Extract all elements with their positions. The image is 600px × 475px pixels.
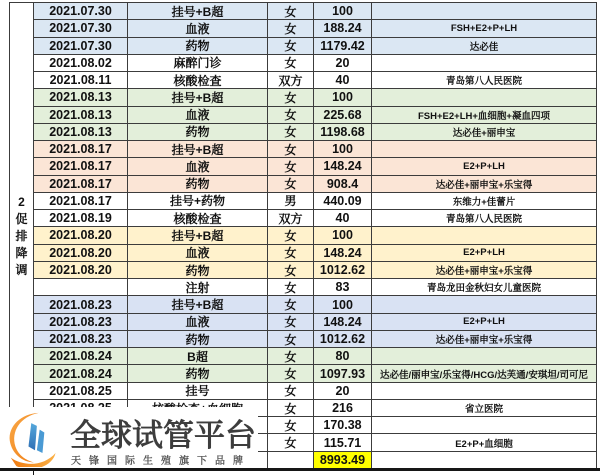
cell-item[interactable]: 血液 xyxy=(128,245,268,262)
cell-amount[interactable]: 80 xyxy=(314,348,372,365)
cell-person[interactable]: 女 xyxy=(268,38,314,55)
cell-person[interactable]: 女 xyxy=(268,279,314,296)
cell-note[interactable]: E2+P+LH xyxy=(372,158,597,175)
brand-logo-icon xyxy=(6,411,64,467)
cell-date[interactable] xyxy=(34,279,128,296)
cell-date[interactable]: 2021.07.30 xyxy=(34,20,128,37)
cell-note[interactable]: 达必佳+丽申宝 xyxy=(372,124,597,141)
cell-person[interactable]: 女 xyxy=(268,331,314,348)
cell-note[interactable] xyxy=(372,452,597,469)
cell-person[interactable]: 女 xyxy=(268,20,314,37)
cell-note[interactable]: FSH+E2+P+LH xyxy=(372,20,597,37)
cell-date[interactable]: 2021.08.13 xyxy=(34,89,128,106)
cell-amount[interactable]: 216 xyxy=(314,400,372,417)
cell-amount[interactable]: 100 xyxy=(314,3,372,20)
brand-subtitle: 天锋国际生殖旗下品牌 xyxy=(71,456,251,467)
cell-amount[interactable]: 100 xyxy=(314,296,372,313)
cell-date[interactable]: 2021.08.17 xyxy=(34,141,128,158)
cell-amount[interactable]: 440.09 xyxy=(314,193,372,210)
stage-label-cell[interactable] xyxy=(10,3,34,469)
cell-date[interactable]: 2021.08.23 xyxy=(34,296,128,313)
cell-person[interactable]: 女 xyxy=(268,124,314,141)
cell-date[interactable]: 2021.08.19 xyxy=(34,210,128,227)
cell-person[interactable]: 女 xyxy=(268,365,314,382)
expense-table xyxy=(9,2,597,469)
cell-item[interactable]: 麻醉门诊 xyxy=(128,55,268,72)
cell-amount[interactable]: 100 xyxy=(314,227,372,244)
cell-person[interactable]: 女 xyxy=(268,314,314,331)
cell-person[interactable] xyxy=(268,452,314,469)
cell-item[interactable]: 血液 xyxy=(128,107,268,124)
cell-note[interactable] xyxy=(372,55,597,72)
cell-amount[interactable]: 1012.62 xyxy=(314,331,372,348)
cell-item[interactable]: 药物 xyxy=(128,176,268,193)
cell-amount[interactable]: 20 xyxy=(314,55,372,72)
cell-amount[interactable]: 8993.49 xyxy=(314,452,372,469)
cell-note[interactable] xyxy=(372,141,597,158)
cell-amount[interactable]: 40 xyxy=(314,210,372,227)
cell-person[interactable]: 女 xyxy=(268,383,314,400)
cell-person[interactable]: 女 xyxy=(268,296,314,313)
cell-amount[interactable]: 1198.68 xyxy=(314,124,372,141)
cell-person[interactable]: 女 xyxy=(268,434,314,451)
cell-person[interactable]: 女 xyxy=(268,400,314,417)
cell-date[interactable]: 2021.08.23 xyxy=(34,331,128,348)
cell-item[interactable]: 挂号+B超 xyxy=(128,141,268,158)
cell-note[interactable]: 青岛第八人民医院 xyxy=(372,210,597,227)
cell-note[interactable]: 达必佳 xyxy=(372,38,597,55)
cell-note[interactable]: 青岛第八人民医院 xyxy=(372,72,597,89)
cell-item[interactable]: 挂号+B超 xyxy=(128,227,268,244)
cell-note[interactable]: 达必佳/丽申宝/乐宝得/HCG/达芙通/安琪坦/司可尼 xyxy=(372,365,597,382)
stage-label-char: 2 xyxy=(18,194,25,209)
cell-note[interactable]: FSH+E2+LH+血细胞+凝血四项 xyxy=(372,107,597,124)
cell-amount[interactable]: 1097.93 xyxy=(314,365,372,382)
cell-note[interactable]: 东维力+佳蕾片 xyxy=(372,193,597,210)
cell-item[interactable]: 药物 xyxy=(128,124,268,141)
cell-amount[interactable]: 1012.62 xyxy=(314,262,372,279)
cell-person[interactable]: 女 xyxy=(268,158,314,175)
cell-person[interactable]: 女 xyxy=(268,176,314,193)
cell-amount[interactable]: 225.68 xyxy=(314,107,372,124)
cell-person[interactable]: 女 xyxy=(268,227,314,244)
cell-date[interactable]: 2021.08.24 xyxy=(34,348,128,365)
cell-person[interactable]: 双方 xyxy=(268,210,314,227)
cell-item[interactable]: 挂号 xyxy=(128,383,268,400)
cell-person[interactable]: 女 xyxy=(268,3,314,20)
cell-note[interactable]: E2+P+LH xyxy=(372,245,597,262)
cell-date[interactable]: 2021.08.17 xyxy=(34,193,128,210)
table-bottom-border xyxy=(0,468,600,471)
cell-note[interactable]: E2+P+血细胞 xyxy=(372,434,597,451)
cell-person[interactable]: 男 xyxy=(268,193,314,210)
cell-person[interactable]: 双方 xyxy=(268,72,314,89)
cell-date[interactable]: 2021.07.30 xyxy=(34,3,128,20)
cell-date[interactable]: 2021.08.17 xyxy=(34,158,128,175)
cell-amount[interactable]: 148.24 xyxy=(314,158,372,175)
cell-note[interactable] xyxy=(372,348,597,365)
column-border-stub xyxy=(33,471,34,475)
cell-date[interactable]: 2021.08.13 xyxy=(34,124,128,141)
cell-amount[interactable]: 188.24 xyxy=(314,20,372,37)
cell-note[interactable] xyxy=(372,89,597,106)
brand-title: 全球试管平台 xyxy=(70,418,256,453)
cell-amount[interactable]: 20 xyxy=(314,383,372,400)
cell-item[interactable]: 核酸检查 xyxy=(128,72,268,89)
cell-date[interactable]: 2021.08.20 xyxy=(34,245,128,262)
cell-amount[interactable]: 1179.42 xyxy=(314,38,372,55)
cell-amount[interactable]: 148.24 xyxy=(314,314,372,331)
cell-item[interactable]: 药物 xyxy=(128,331,268,348)
cell-amount[interactable]: 83 xyxy=(314,279,372,296)
cell-item[interactable]: 血液 xyxy=(128,20,268,37)
cell-item[interactable]: B超 xyxy=(128,348,268,365)
cell-item[interactable]: 挂号+B超 xyxy=(128,89,268,106)
cell-date[interactable]: 2021.08.20 xyxy=(34,227,128,244)
stage-label-char: 调 xyxy=(15,262,28,277)
cell-person[interactable]: 女 xyxy=(268,348,314,365)
cell-note[interactable]: 省立医院 xyxy=(372,400,597,417)
cell-person[interactable]: 女 xyxy=(268,245,314,262)
cell-person[interactable]: 女 xyxy=(268,55,314,72)
cell-note[interactable]: E2+P+LH xyxy=(372,314,597,331)
cell-date[interactable]: 2021.08.23 xyxy=(34,314,128,331)
cell-item[interactable]: 核酸检查 xyxy=(128,210,268,227)
cell-note[interactable] xyxy=(372,227,597,244)
cell-note[interactable] xyxy=(372,296,597,313)
cell-note[interactable]: 青岛龙田金秋妇女儿童医院 xyxy=(372,279,597,296)
cell-item[interactable]: 药物 xyxy=(128,262,268,279)
cell-note[interactable] xyxy=(372,383,597,400)
cell-item[interactable]: 药物 xyxy=(128,38,268,55)
cell-person[interactable]: 女 xyxy=(268,417,314,434)
cell-date[interactable]: 2021.08.11 xyxy=(34,72,128,89)
cell-item[interactable]: 挂号+药物 xyxy=(128,193,268,210)
cell-date[interactable]: 2021.08.13 xyxy=(34,107,128,124)
cell-amount[interactable]: 40 xyxy=(314,72,372,89)
cell-date[interactable]: 2021.08.17 xyxy=(34,176,128,193)
cell-note[interactable] xyxy=(372,3,597,20)
cell-amount[interactable]: 100 xyxy=(314,141,372,158)
cell-note[interactable]: 达必佳+丽申宝+乐宝得 xyxy=(372,176,597,193)
cell-item[interactable]: 血液 xyxy=(128,158,268,175)
stage-label-char: 排 xyxy=(15,228,28,243)
cell-date[interactable]: 2021.08.20 xyxy=(34,262,128,279)
cell-note[interactable]: 达必佳+丽申宝+乐宝得 xyxy=(372,262,597,279)
cell-amount[interactable]: 148.24 xyxy=(314,245,372,262)
cell-item[interactable]: 挂号+B超 xyxy=(128,296,268,313)
cell-note[interactable]: 达必佳+丽申宝+乐宝得 xyxy=(372,331,597,348)
cell-amount[interactable]: 115.71 xyxy=(314,434,372,451)
cell-item[interactable]: 注射 xyxy=(128,279,268,296)
cell-date[interactable]: 2021.07.30 xyxy=(34,38,128,55)
cell-amount[interactable]: 100 xyxy=(314,89,372,106)
cell-item[interactable]: 挂号+B超 xyxy=(128,3,268,20)
cell-item[interactable]: 血液 xyxy=(128,314,268,331)
cell-date[interactable]: 2021.08.02 xyxy=(34,55,128,72)
stage-label-char: 促 xyxy=(15,211,28,226)
brand-watermark xyxy=(0,407,258,468)
cell-amount[interactable]: 908.4 xyxy=(314,176,372,193)
cell-person[interactable]: 女 xyxy=(268,89,314,106)
cell-date[interactable]: 2021.08.24 xyxy=(34,365,128,382)
cell-item[interactable]: 药物 xyxy=(128,365,268,382)
cell-amount[interactable]: 170.38 xyxy=(314,417,372,434)
cell-date[interactable]: 2021.08.25 xyxy=(34,383,128,400)
cell-person[interactable]: 女 xyxy=(268,107,314,124)
cell-person[interactable]: 女 xyxy=(268,262,314,279)
cell-person[interactable]: 女 xyxy=(268,141,314,158)
cell-note[interactable] xyxy=(372,417,597,434)
stage-label-char: 降 xyxy=(15,245,28,260)
